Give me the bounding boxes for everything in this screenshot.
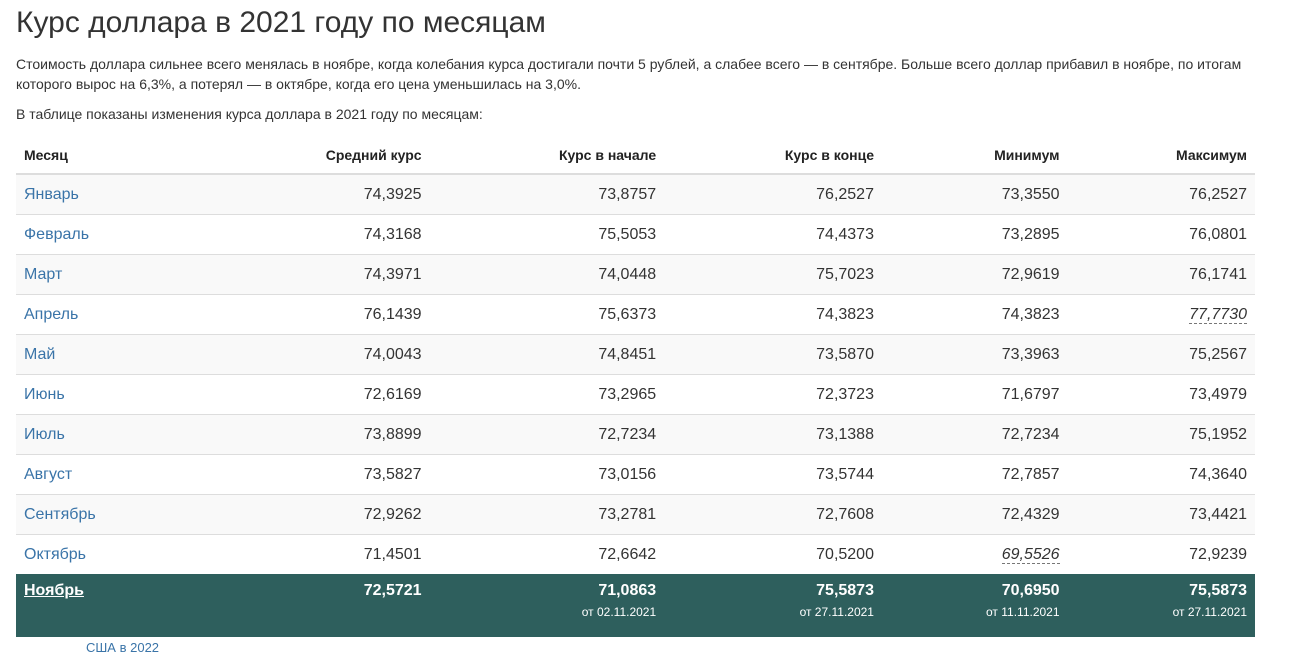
cell-min: 73,2895 — [882, 215, 1068, 255]
cell-min-record: 69,5526 — [1001, 545, 1060, 563]
cell-end: 70,5200 — [664, 535, 882, 575]
cell-end: 73,5744 — [664, 455, 882, 495]
cell-end: 75,7023 — [664, 255, 882, 295]
cell-start: 72,6642 — [430, 535, 665, 575]
month-link[interactable]: Август — [24, 465, 73, 483]
month-link[interactable]: Июнь — [24, 385, 65, 403]
cell-end: 75,5873 — [816, 582, 874, 599]
cell-start: 72,7234 — [430, 415, 665, 455]
cell-max: 73,4979 — [1068, 375, 1255, 415]
cell-min: 70,6950 — [1001, 582, 1060, 599]
cell-max: 75,5873 — [1189, 582, 1247, 599]
cell-start: 73,0156 — [430, 455, 665, 495]
header-end: Курс в конце — [664, 136, 882, 174]
cell-start: 74,0448 — [430, 255, 665, 295]
footer-link[interactable]: США в 2022 — [86, 640, 160, 655]
cell-min: 71,6797 — [882, 375, 1068, 415]
cell-average: 74,3168 — [198, 215, 430, 255]
header-month: Месяц — [16, 136, 198, 174]
month-link[interactable]: Апрель — [24, 305, 79, 323]
table-row — [16, 255, 1255, 295]
cell-max: 75,1952 — [1068, 415, 1255, 455]
cell-average: 74,3925 — [198, 174, 430, 215]
page-title: Курс доллара в 2021 году по месяцам — [16, 6, 546, 39]
cell-min: 73,3550 — [882, 174, 1068, 215]
cell-max: 75,2567 — [1068, 335, 1255, 375]
cell-end: 72,7608 — [664, 495, 882, 535]
cell-start: 73,8757 — [430, 174, 665, 215]
month-link[interactable]: Март — [24, 265, 63, 283]
cell-max: 74,3640 — [1068, 455, 1255, 495]
cell-min: 72,7857 — [882, 455, 1068, 495]
cell-max: 76,0801 — [1068, 215, 1255, 255]
cell-average: 72,5721 — [198, 574, 430, 637]
cell-min: 72,9619 — [882, 255, 1068, 295]
month-link[interactable]: Июль — [24, 425, 65, 443]
table-row — [16, 535, 1255, 575]
cell-min: 73,3963 — [882, 335, 1068, 375]
table-row — [16, 455, 1255, 495]
cell-start: 73,2781 — [430, 495, 665, 535]
cell-end: 72,3723 — [664, 375, 882, 415]
table-row — [16, 174, 1255, 215]
cell-max: 76,2527 — [1068, 174, 1255, 215]
cell-max: 76,1741 — [1068, 255, 1255, 295]
month-link-current[interactable]: Ноябрь — [24, 582, 84, 599]
cell-min: 72,7234 — [882, 415, 1068, 455]
month-link[interactable]: Январь — [24, 185, 79, 203]
cell-average: 72,9262 — [198, 495, 430, 535]
cell-min-date: от 11.11.2021 — [986, 605, 1060, 619]
header-average: Средний курс — [198, 136, 430, 174]
cell-end: 74,3823 — [664, 295, 882, 335]
table-row — [16, 415, 1255, 455]
cell-max-date: от 27.11.2021 — [1172, 605, 1247, 619]
cell-average: 74,0043 — [198, 335, 430, 375]
header-start: Курс в начале — [430, 136, 665, 174]
cell-end: 73,1388 — [664, 415, 882, 455]
cell-start: 71,0863 — [598, 582, 657, 599]
table-row — [16, 335, 1255, 375]
cell-start: 73,2965 — [430, 375, 665, 415]
intro-paragraph: Стоимость доллара сильнее всего менялась в ноябре, когда колебания курса достигали почти 5 рублей, а слабее всего — в сентябре. Больше всего доллар прибавил в ноябре, по итогам которого вырос на 6,3%, а потерял — в октябре, когда его цена уменьшилась на 3,0%. — [16, 56, 1242, 92]
cell-end: 74,4373 — [664, 215, 882, 255]
month-link[interactable]: Февраль — [24, 225, 90, 243]
cell-end-date: от 27.11.2021 — [799, 605, 874, 619]
cell-average: 71,4501 — [198, 535, 430, 575]
highlighted-row — [16, 574, 1255, 637]
cell-average: 76,1439 — [198, 295, 430, 335]
cell-end: 73,5870 — [664, 335, 882, 375]
table-row — [16, 295, 1255, 335]
month-link[interactable]: Сентябрь — [24, 505, 96, 523]
cell-start-date: от 02.11.2021 — [581, 605, 657, 619]
header-min: Минимум — [882, 136, 1068, 174]
month-link[interactable]: Октябрь — [24, 545, 87, 563]
cell-start: 75,6373 — [430, 295, 665, 335]
cell-average: 72,6169 — [198, 375, 430, 415]
table-row — [16, 375, 1255, 415]
cell-start: 74,8451 — [430, 335, 665, 375]
cell-max-record: 77,7730 — [1189, 305, 1247, 323]
cell-max: 72,9239 — [1068, 535, 1255, 575]
cell-end: 76,2527 — [664, 174, 882, 215]
header-max: Максимум — [1068, 136, 1255, 174]
table-row — [16, 215, 1255, 255]
cell-average: 74,3971 — [198, 255, 430, 295]
table-row — [16, 495, 1255, 535]
table-header-row — [16, 136, 1255, 174]
cell-min: 72,4329 — [882, 495, 1068, 535]
rates-table — [16, 136, 1255, 637]
month-link[interactable]: Май — [24, 345, 56, 363]
cell-average: 73,5827 — [198, 455, 430, 495]
cell-average: 73,8899 — [198, 415, 430, 455]
cell-min: 74,3823 — [882, 295, 1068, 335]
table-caption: В таблице показаны изменения курса доллара в 2021 году по месяцам: — [16, 106, 483, 122]
cell-max: 73,4421 — [1068, 495, 1255, 535]
cell-start: 75,5053 — [430, 215, 665, 255]
